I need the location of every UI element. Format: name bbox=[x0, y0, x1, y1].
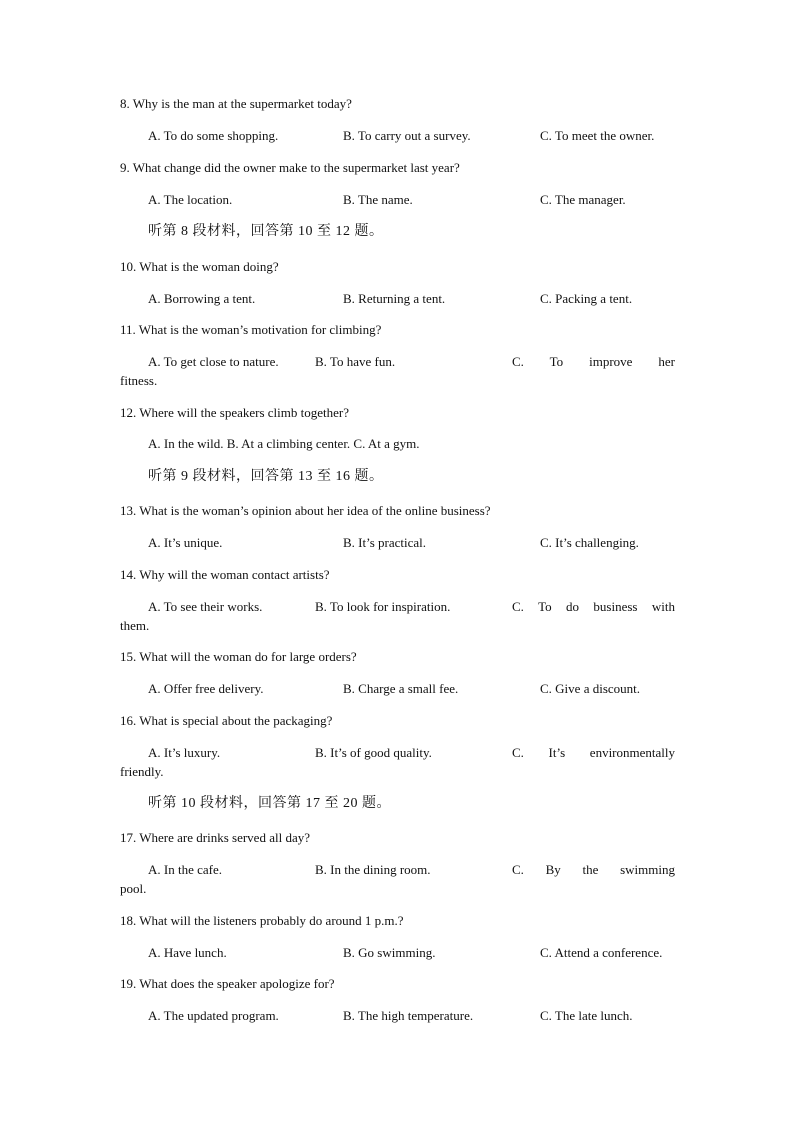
q8-option-a: A. To do some shopping. bbox=[148, 128, 279, 143]
question-8: 8. Why is the man at the supermarket today? bbox=[120, 96, 352, 111]
q14-option-a: A. To see their works. bbox=[148, 599, 263, 614]
q15-option-c: C. Give a discount. bbox=[540, 681, 641, 696]
q14-option-b: B. To look for inspiration. bbox=[315, 599, 451, 614]
q17-option-c-continued: pool. bbox=[120, 881, 147, 896]
q16-option-c: C. It’s environmentally bbox=[512, 745, 675, 760]
question-9: 9. What change did the owner make to the supermarket last year? bbox=[120, 160, 460, 175]
question-16: 16. What is special about the packaging? bbox=[120, 713, 333, 728]
question-11: 11. What is the woman’s motivation for climbing? bbox=[120, 322, 382, 337]
question-10: 10. What is the woman doing? bbox=[120, 259, 279, 274]
q8-option-b: B. To carry out a survey. bbox=[343, 128, 471, 143]
q17-option-b: B. In the dining room. bbox=[315, 862, 431, 877]
question-19: 19. What does the speaker apologize for? bbox=[120, 976, 335, 991]
q16-option-c-continued: friendly. bbox=[120, 764, 164, 779]
q19-option-c: C. The late lunch. bbox=[540, 1008, 633, 1023]
question-18: 18. What will the listeners probably do around 1 p.m.? bbox=[120, 913, 404, 928]
q18-option-b: B. Go swimming. bbox=[343, 945, 436, 960]
q11-option-a: A. To get close to nature. bbox=[148, 354, 279, 369]
q8-option-c: C. To meet the owner. bbox=[540, 128, 655, 143]
q12-options: A. In the wild. B. At a climbing center. C. At a gym. bbox=[148, 436, 420, 451]
section-heading-9: 听第 9 段材料，回答第 13 至 16 题。 bbox=[148, 469, 384, 484]
question-13: 13. What is the woman’s opinion about her idea of the online business? bbox=[120, 503, 491, 518]
question-12: 12. Where will the speakers climb together? bbox=[120, 405, 349, 420]
q13-option-a: A. It’s unique. bbox=[148, 535, 223, 550]
section-heading-10: 听第 10 段材料，回答第 17 至 20 题。 bbox=[148, 796, 391, 811]
q17-options bbox=[120, 860, 675, 898]
q10-option-b: B. Returning a tent. bbox=[343, 291, 446, 306]
q18-option-c: C. Attend a conference. bbox=[540, 945, 663, 960]
q9-option-b: B. The name. bbox=[343, 192, 413, 207]
section-heading-8: 听第 8 段材料，回答第 10 至 12 题。 bbox=[148, 224, 384, 239]
q17-option-a: A. In the cafe. bbox=[148, 862, 222, 877]
q16-options bbox=[120, 743, 675, 781]
q19-option-b: B. The high temperature. bbox=[343, 1008, 474, 1023]
q14-option-c-continued: them. bbox=[120, 618, 150, 633]
q18-option-a: A. Have lunch. bbox=[148, 945, 227, 960]
question-15: 15. What will the woman do for large orders? bbox=[120, 649, 357, 664]
q17-option-c: C. By the swimming bbox=[512, 862, 675, 877]
q10-option-a: A. Borrowing a tent. bbox=[148, 291, 256, 306]
q19-option-a: A. The updated program. bbox=[148, 1008, 279, 1023]
q9-option-a: A. The location. bbox=[148, 192, 233, 207]
q10-option-c: C. Packing a tent. bbox=[540, 291, 633, 306]
q16-option-a: A. It’s luxury. bbox=[148, 745, 221, 760]
question-17: 17. Where are drinks served all day? bbox=[120, 830, 310, 845]
q11-options bbox=[120, 352, 675, 390]
q11-option-c: C. To improve her bbox=[512, 354, 675, 369]
q9-option-c: C. The manager. bbox=[540, 192, 626, 207]
q11-option-b: B. To have fun. bbox=[315, 354, 396, 369]
q15-option-b: B. Charge a small fee. bbox=[343, 681, 459, 696]
q11-option-c-continued: fitness. bbox=[120, 373, 158, 388]
q14-options bbox=[120, 597, 675, 635]
q15-option-a: A. Offer free delivery. bbox=[148, 681, 264, 696]
q16-option-b: B. It’s of good quality. bbox=[315, 745, 432, 760]
question-14: 14. Why will the woman contact artists? bbox=[120, 567, 330, 582]
q13-option-c: C. It’s challenging. bbox=[540, 535, 639, 550]
q13-option-b: B. It’s practical. bbox=[343, 535, 427, 550]
q14-option-c: C. To do business with bbox=[512, 599, 675, 614]
